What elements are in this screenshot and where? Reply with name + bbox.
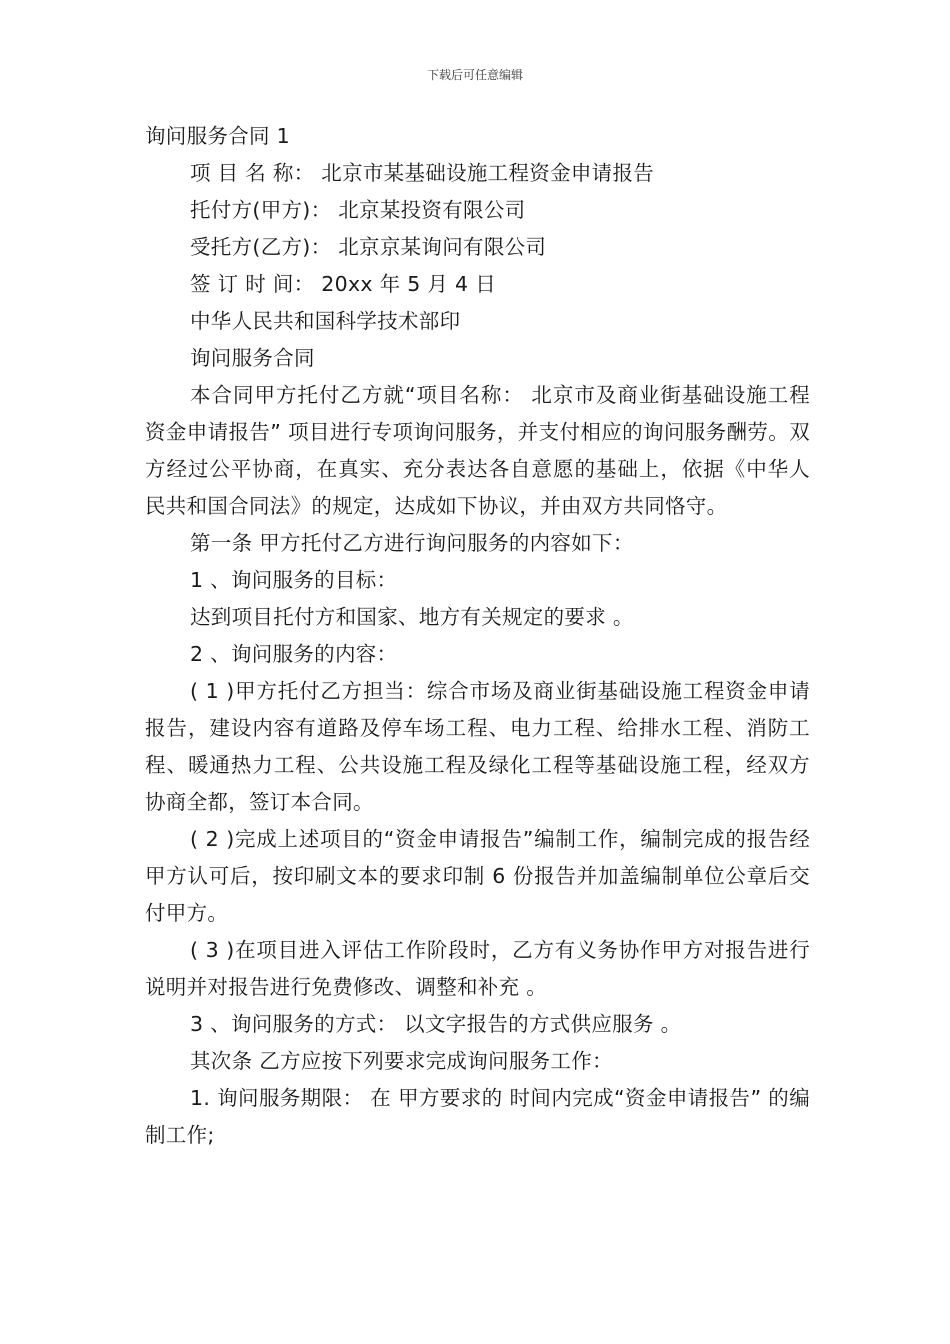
page-header: 下载后可任意编辑 bbox=[426, 68, 523, 82]
party-a-label: 托付方(甲方)： bbox=[190, 198, 332, 222]
party-a-line bbox=[145, 192, 810, 229]
item-1-text: 达到项目托付方和国家、地方有关规定的要求 。 bbox=[190, 605, 634, 629]
project-name-label: 项 目 名 称： bbox=[190, 161, 315, 185]
article-2-heading: 其次条 乙方应按下列要求完成询问服务工作： bbox=[190, 1049, 613, 1073]
party-b-label: 受托方(乙方)： bbox=[190, 235, 332, 259]
document-title: 询问服务合同 1 bbox=[145, 124, 290, 148]
party-b-line bbox=[145, 229, 810, 266]
article-2-item-1: 1. 询问服务期限： 在 甲方要求的 时间内完成“资金申请报告” 的编制工作; bbox=[145, 1086, 810, 1147]
party-b-value: 北京京某询问有限公司 bbox=[338, 235, 547, 259]
contract-title: 询问服务合同 bbox=[190, 346, 315, 370]
project-name-line bbox=[145, 155, 810, 192]
item-3-line: 3 、询问服务的方式： 以文字报告的方式供应服务 。 bbox=[190, 1012, 682, 1036]
printer-line: 中华人民共和国科学技术部印 bbox=[190, 309, 461, 333]
sign-date-line bbox=[145, 266, 810, 303]
item-2-paragraph-3: ( 3 )在项目进入评估工作阶段时，乙方有义务协作甲方对报告进行说明并对报告进行免费修改、调整和补充 。 bbox=[145, 938, 810, 999]
sign-date-value: 20xx 年 5 月 4 日 bbox=[321, 272, 496, 296]
item-2-title: 2 、询问服务的内容： bbox=[190, 642, 398, 666]
intro-paragraph: 本合同甲方托付乙方就“项目名称： 北京市及商业街基础设施工程资金申请报告” 项目进行专项询问服务，并支付相应的询问服务酬劳。双方经过公平协商，在真实、充分表达各自意愿的基础上，依据《中华人民共和国合同法》的规定，达成如下协议，并由双方共同恪守。 bbox=[145, 383, 810, 518]
document-body bbox=[145, 118, 810, 1154]
item-1-title: 1 、询问服务的目标： bbox=[190, 568, 398, 592]
sign-date-label: 签 订 时 间： bbox=[190, 272, 315, 296]
article-1-heading: 第一条 甲方托付乙方进行询问服务的内容如下： bbox=[190, 531, 634, 555]
item-2-paragraph-1: ( 1 )甲方托付乙方担当：综合市场及商业街基础设施工程资金申请报告，建设内容有道路及停车场工程、电力工程、给排水工程、消防工程、暖通热力工程、公共设施工程及绿化工程等基础设施工程，经双方协商全都，签订本合同。 bbox=[145, 679, 810, 814]
item-2-paragraph-2: ( 2 )完成上述项目的“资金申请报告”编制工作，编制完成的报告经甲方认可后，按印刷文本的要求印制 6 份报告并加盖编制单位公章后交付甲方。 bbox=[145, 827, 810, 925]
party-a-value: 北京某投资有限公司 bbox=[338, 198, 526, 222]
project-name-value: 北京市某基础设施工程资金申请报告 bbox=[321, 161, 655, 185]
